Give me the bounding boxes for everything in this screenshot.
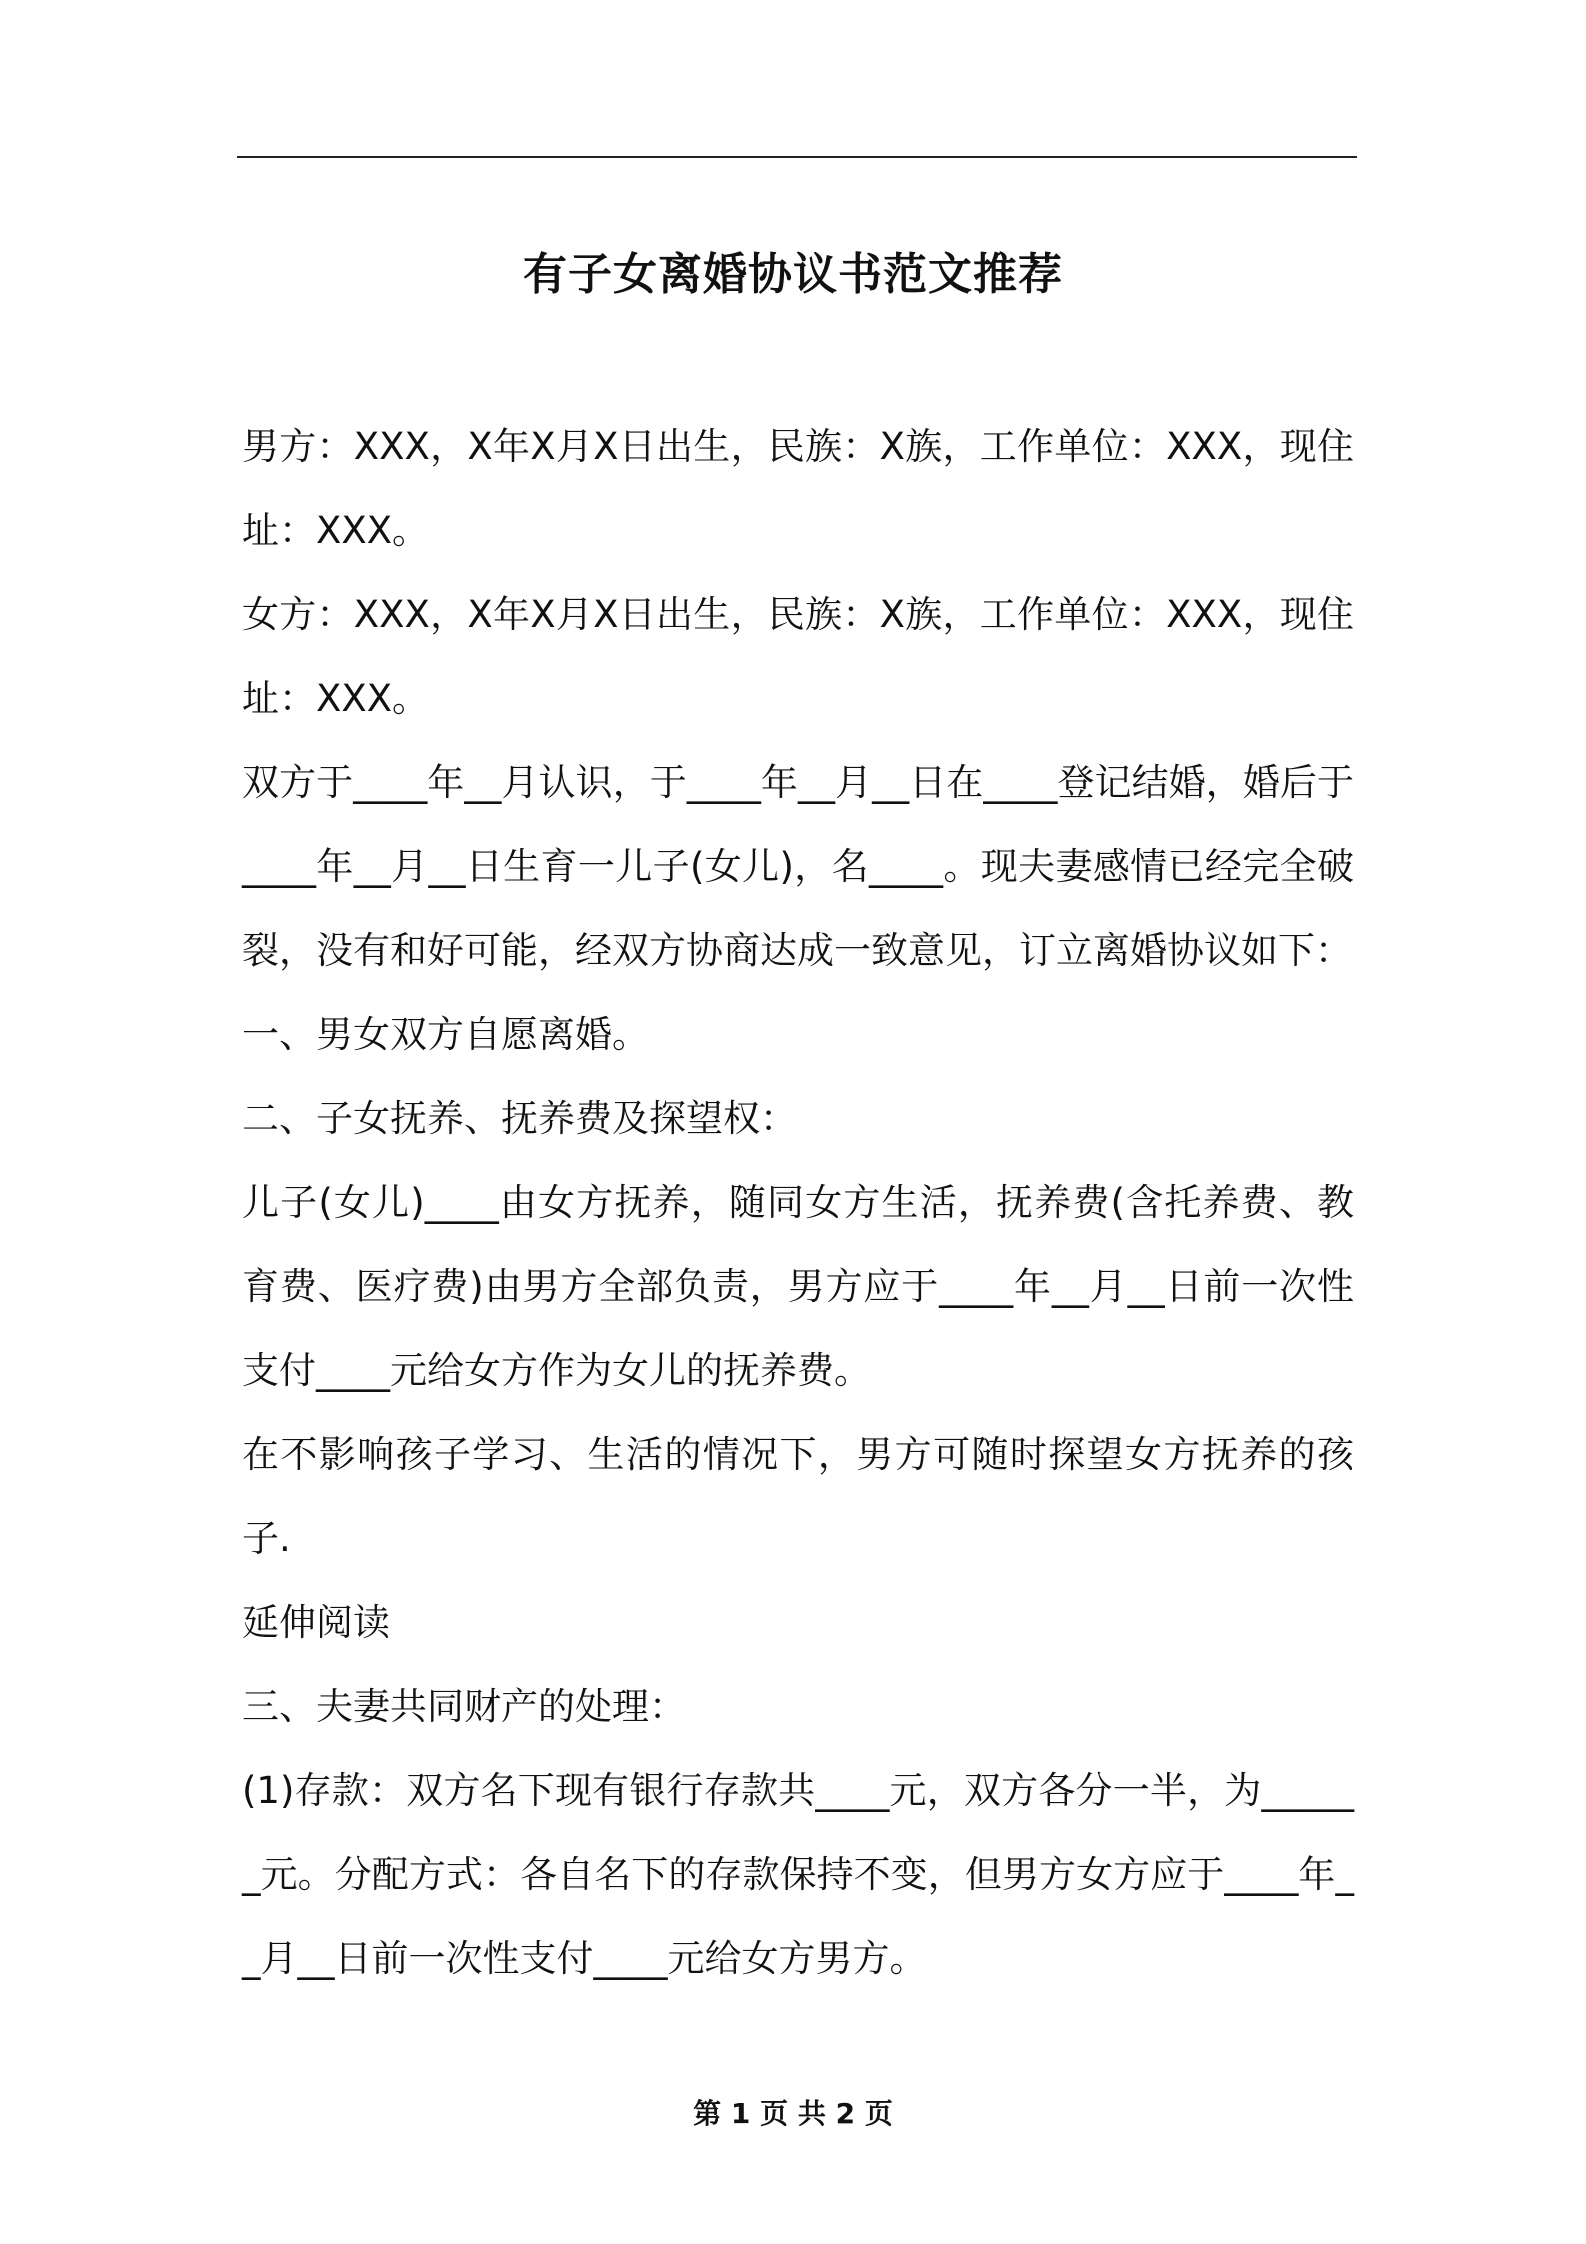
clause-two-heading: 二、子女抚养、抚养费及探望权： (242, 1097, 797, 1140)
paragraph-female-party: 女方：XXX，X年X月X日出生，民族：X族，工作单位：XXX，现住址：XXX。 (242, 593, 1354, 720)
extended-reading-label: 延伸阅读 (242, 1601, 390, 1644)
document-title: 有子女离婚协议书范文推荐 (523, 249, 1063, 301)
document-body (242, 405, 1354, 2001)
page-footer: 第 1 页 共 2 页 (693, 2097, 893, 2130)
paragraph-marriage-background: 双方于____年__月认识，于____年__月__日在____登记结婚，婚后于____年__月__日生育一儿子(女儿)，名____。现夫妻感情已经完全破裂，没有和好可能，经双方协商达成一致意见，订立离婚协议如下： (242, 761, 1354, 972)
clause-one-divorce: 一、男女双方自愿离婚。 (242, 1013, 649, 1056)
paragraph-child-custody: 儿子(女儿)____由女方抚养，随同女方生活，抚养费(含托养费、教育费、医疗费)由男方全部负责，男方应于____年__月__日前一次性支付____元给女方作为女儿的抚养费。 (242, 1181, 1354, 1392)
paragraph-deposits: (1)存款：双方名下现有银行存款共____元，双方各分一半，为______元。分配方式：各自名下的存款保持不变，但男方女方应于____年__月__日前一次性支付____元给女方男方。 (242, 1769, 1354, 1980)
paragraph-male-party: 男方：XXX，X年X月X日出生，民族：X族，工作单位：XXX，现住址：XXX。 (242, 425, 1354, 552)
paragraph-visitation: 在不影响孩子学习、生活的情况下，男方可随时探望女方抚养的孩子. (242, 1433, 1354, 1560)
clause-three-heading: 三、夫妻共同财产的处理： (242, 1685, 686, 1728)
header-rule (237, 156, 1357, 158)
